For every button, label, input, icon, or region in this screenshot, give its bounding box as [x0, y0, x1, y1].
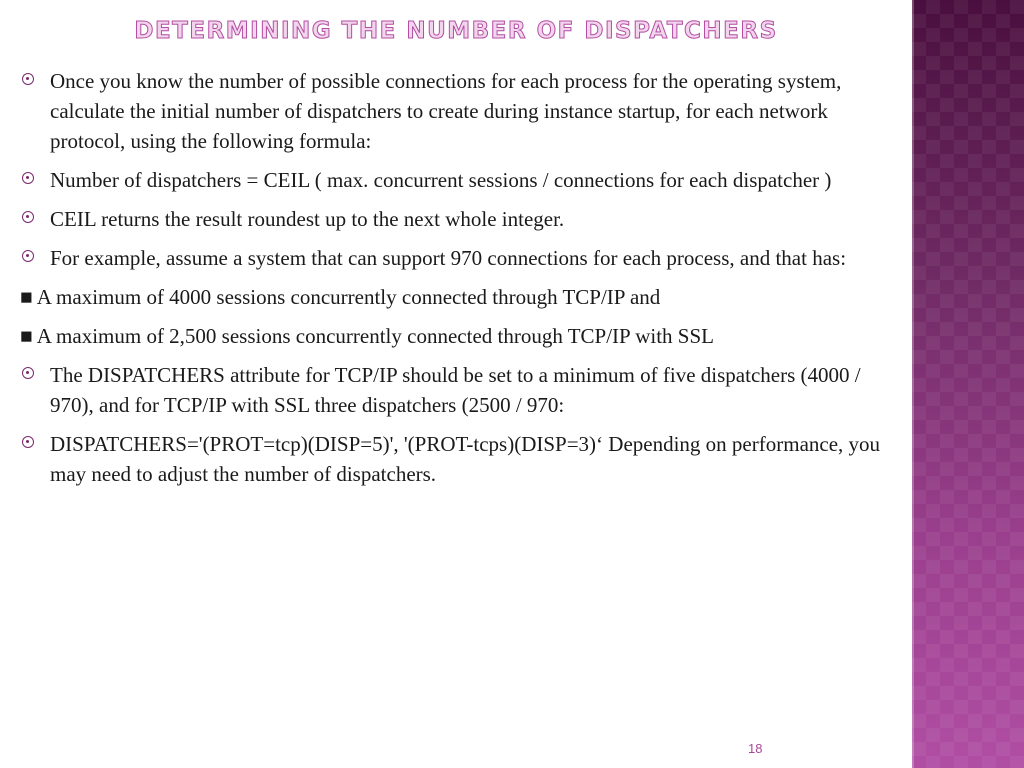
bullet-item — [20, 204, 900, 234]
bullet-item — [20, 360, 900, 420]
bullet-item — [20, 66, 900, 156]
circle-bullet-icon — [22, 367, 34, 379]
bullet-item — [20, 243, 900, 273]
bullet-text: Number of dispatchers = CEIL ( max. concurrent sessions / connections for each dispatcher ) — [50, 168, 832, 192]
circle-bullet-icon — [22, 436, 34, 448]
circle-bullet-icon — [22, 211, 34, 223]
bullet-text: The DISPATCHERS attribute for TCP/IP should be set to a minimum of five dispatchers (4000 / 970), and for TCP/IP with SSL three dispatchers (2500 / 970: — [50, 363, 861, 417]
bullet-item — [20, 165, 900, 195]
page-number: 18 — [748, 741, 763, 756]
slide-body — [20, 66, 900, 498]
circle-bullet-icon — [22, 172, 34, 184]
square-bullet-line — [20, 321, 900, 351]
bullet-text: DISPATCHERS='(PROT=tcp)(DISP=5)', '(PROT-tcps)(DISP=3)‘ Depending on performance, you may need to adjust the number of dispatchers. — [50, 432, 881, 486]
line-text: ■ A maximum of 2,500 sessions concurrently connected through TCP/IP with SSL — [20, 324, 714, 348]
circle-bullet-icon — [22, 250, 34, 262]
circle-bullet-icon — [22, 73, 34, 85]
slide-title: DETERMINING THE NUMBER OF DISPATCHERS — [134, 18, 778, 44]
bullet-item — [20, 429, 900, 489]
bullet-text: For example, assume a system that can support 970 connections for each process, and that has: — [50, 246, 847, 270]
line-text: ■ A maximum of 4000 sessions concurrently connected through TCP/IP and — [20, 285, 661, 309]
bullet-text: CEIL returns the result roundest up to the next whole integer. — [50, 207, 565, 231]
square-bullet-line — [20, 282, 900, 312]
bullet-text: Once you know the number of possible connections for each process for the operating system, calculate the initial number of dispatchers to create during instance startup, for each network protocol, using the following formula: — [50, 69, 842, 153]
decorative-side-panel — [912, 0, 1024, 768]
